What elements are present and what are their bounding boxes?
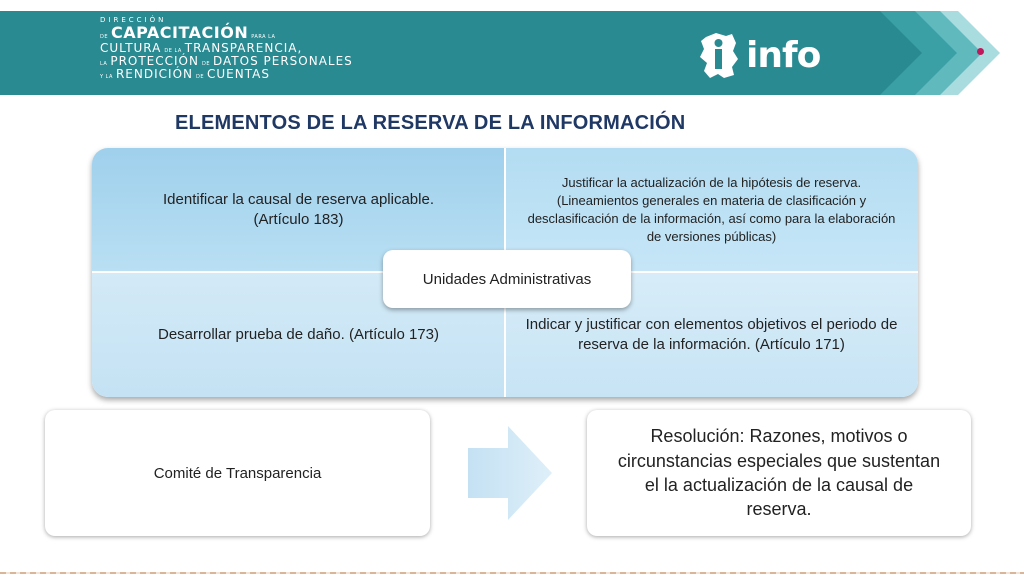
process-step-resolution-text: Resolución: Razones, motivos o circunstancias especiales que sustentan el la actualización de la causal de reserva. xyxy=(617,426,941,520)
footer-rule xyxy=(0,572,1024,574)
process-step-committee-text: Comité de Transparencia xyxy=(153,464,322,482)
quadrant-identify-causal-line1: Identificar la causal de reserva aplicable. xyxy=(163,190,434,208)
header-line4-a: LA xyxy=(100,61,108,67)
quadrant-justify-update-text: Justificar la actualización de la hipótesis de reserva. (Lineamientos generales en materia de clasificación y desclasificación de la información, así como para la elaboración de versiones públicas) xyxy=(527,174,896,245)
logo-text: info xyxy=(746,35,821,76)
header-banner xyxy=(0,11,1024,95)
slide-title: ELEMENTOS DE LA RESERVA DE LA INFORMACIÓN xyxy=(175,112,686,134)
info-logo xyxy=(696,31,820,81)
accent-dot xyxy=(977,48,984,55)
matrix-center-label: Unidades Administrativas xyxy=(383,250,631,308)
quadrant-reserve-period-text: Indicar y justificar con elementos objetivos el periodo de reserva de la información. (Artículo 171) xyxy=(525,315,898,353)
header-line2-main: CAPACITACIÓN xyxy=(111,23,249,42)
header-line5-d: CUENTAS xyxy=(207,67,270,81)
right-arrow-icon xyxy=(466,424,554,522)
process-step-committee xyxy=(45,410,430,536)
header-line1: DIRECCIÓN xyxy=(100,16,167,24)
header-line5-b: RENDICIÓN xyxy=(115,67,193,81)
header-line4-c: DE xyxy=(201,61,210,67)
header-line4-b: PROTECCIÓN xyxy=(110,54,199,68)
header-line3-a: CULTURA xyxy=(100,41,162,55)
header-line3-b: DE LA xyxy=(164,48,182,54)
process-step-resolution xyxy=(587,410,971,536)
header-line5-a: Y LA xyxy=(100,74,113,80)
mexico-city-map-icon xyxy=(696,31,742,81)
header-line2-suffix: PARA LA xyxy=(251,34,276,40)
department-name xyxy=(100,17,353,80)
header-line5-c: DE xyxy=(195,74,204,80)
header-line2-prefix: DE xyxy=(100,34,109,40)
quadrant-damage-test-text: Desarrollar prueba de daño. (Artículo 173) xyxy=(158,325,439,343)
header-line4-d: DATOS PERSONALES xyxy=(213,54,353,68)
header-line3-c: TRANSPARENCIA, xyxy=(184,41,303,55)
quadrant-identify-causal-line2: (Artículo 183) xyxy=(253,211,344,228)
